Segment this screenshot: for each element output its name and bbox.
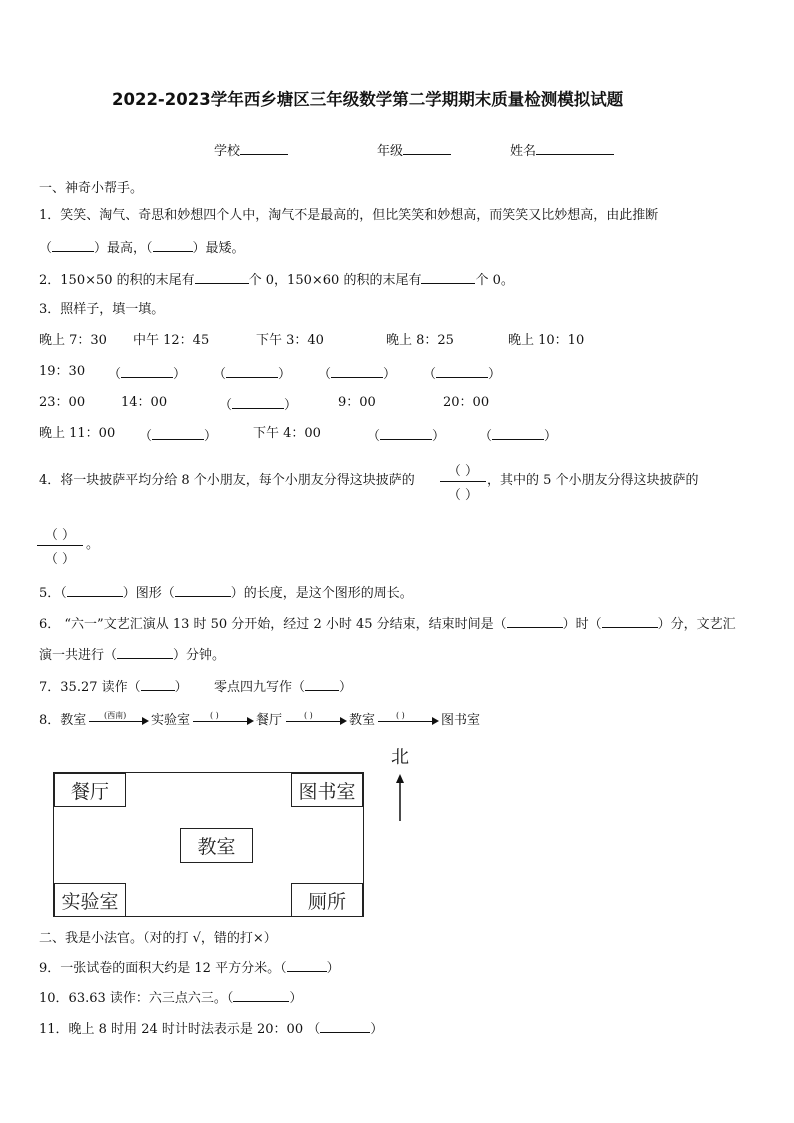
q3-row1-item: 下午 3：40: [256, 333, 324, 348]
map-classroom: 教室: [180, 828, 253, 863]
q6-line1: 6． “六一”文艺汇演从 13 时 50 分开始，经过 2 小时 45 分结束，结束时间是（ ）时（ ）分，文艺汇: [39, 614, 736, 633]
q3-blank[interactable]: （ ）: [318, 364, 396, 383]
q10: 10．63.63 读作：六三点六三。（ ）: [39, 988, 302, 1007]
q3-blank[interactable]: （ ）: [423, 364, 501, 383]
q11: 11．晚上 8 时用 24 时计时法表示是 20：00 （ ）: [39, 1019, 383, 1038]
grade-label: 年级: [377, 144, 404, 159]
q5: 5．（ ）图形（ ）的长度，是这个图形的周长。: [39, 583, 413, 602]
school-label: 学校: [214, 144, 241, 159]
q2-blank-2[interactable]: [421, 270, 475, 284]
q8-canteen: 餐厅: [256, 713, 283, 728]
q8-start: 8．教室: [39, 713, 87, 728]
school-map: [53, 772, 364, 917]
q5-blank-2[interactable]: [175, 583, 231, 597]
q3-row4-item: 下午 4：00: [253, 426, 321, 441]
map-toilet: 厕所: [291, 883, 363, 917]
q11-blank[interactable]: [320, 1019, 370, 1033]
q3-blank[interactable]: （ ）: [213, 364, 291, 383]
q3-row3-item: 9：00: [338, 395, 376, 410]
q8-classroom: 教室: [349, 713, 376, 728]
q3-blank[interactable]: （ ）: [367, 426, 445, 445]
q8-arrowhead-2: [247, 717, 254, 725]
q4-end: 。: [86, 537, 100, 552]
q8-lab: 实验室: [151, 713, 191, 728]
q3-row4-item: 晚上 11：00: [39, 426, 116, 441]
q8-arrowhead-3: [340, 717, 347, 725]
q1-line1: 1．笑笑、淘气、奇思和妙想四个人中，淘气不是最高的，但比笑笑和妙想高，而笑笑又比妙想高，由此推断: [39, 208, 659, 223]
q1-blank-shortest[interactable]: [153, 238, 193, 252]
q6-line2: 演一共进行（ ）分钟。: [39, 645, 225, 664]
map-library: 图书室: [291, 773, 363, 807]
name-label: 姓名: [510, 144, 537, 159]
grade-field[interactable]: [377, 141, 451, 160]
q7-part2: 零点四九写作（ ）: [214, 677, 352, 696]
q3-row3-item: 23：00: [39, 395, 86, 410]
q6-blank-minute[interactable]: [602, 614, 658, 628]
q8-arrow-2: [193, 721, 247, 722]
q3-row3-item: 14：00: [121, 395, 168, 410]
page-title: 2022-2023学年西乡塘区三年级数学第二学期期末质量检测模拟试题: [112, 90, 624, 109]
q9-blank[interactable]: [287, 958, 327, 972]
q8-arrowhead-4: [432, 717, 439, 725]
q3-row1-item: 晚上 8：25: [386, 333, 454, 348]
q7-blank-1[interactable]: [141, 677, 175, 691]
q8-direction-4[interactable]: ( ): [396, 711, 405, 720]
q6-blank-duration[interactable]: [117, 645, 173, 659]
q6-blank-hour[interactable]: [507, 614, 563, 628]
q3-label: 3．照样子，填一填。: [39, 302, 165, 317]
q4-text-a: 4．将一块披萨平均分给 8 个小朋友，每个小朋友分得这块披萨的: [39, 473, 415, 488]
q4-fraction-2[interactable]: （ ） （ ）: [37, 524, 83, 567]
q3-row1-item: 中午 12：45: [133, 333, 210, 348]
q8-arrow-3: [286, 721, 340, 722]
q5-blank-1[interactable]: [67, 583, 123, 597]
school-field[interactable]: [214, 141, 288, 160]
q3-blank[interactable]: （ ）: [219, 395, 297, 414]
q4-text-b: ，其中的 5 个小朋友分得这块披萨的: [487, 473, 699, 488]
map-canteen: 餐厅: [54, 773, 126, 807]
q8-direction-2[interactable]: ( ): [210, 711, 219, 720]
q7-blank-2[interactable]: [305, 677, 339, 691]
q2-blank-1[interactable]: [195, 270, 249, 284]
q8-arrow-1: [89, 721, 142, 722]
q3-blank[interactable]: （ ）: [139, 426, 217, 445]
north-label: 北: [391, 747, 409, 768]
name-field[interactable]: [510, 141, 614, 160]
q8-direction-1: (西南): [104, 711, 127, 720]
q3-blank[interactable]: （ ）: [108, 364, 186, 383]
q7: 7．35.27 读作（ ）: [39, 677, 188, 696]
map-lab: 实验室: [54, 883, 126, 917]
north-arrow-icon: [393, 774, 407, 822]
q1-line2: （ ）最高，（ ）最矮。: [39, 238, 245, 257]
q3-blank[interactable]: （ ）: [479, 426, 557, 445]
q3-row3-item: 20：00: [443, 395, 490, 410]
q9: 9．一张试卷的面积大约是 12 平方分米。（ ）: [39, 958, 340, 977]
q8-library: 图书室: [441, 713, 481, 728]
q1-blank-tallest[interactable]: [52, 238, 94, 252]
section-2-heading: 二、我是小法官。（对的打 √，错的打×）: [39, 931, 277, 946]
q8-arrowhead-1: [142, 717, 149, 725]
q2: 2．150×50 的积的末尾有 个 0，150×60 的积的末尾有 个 0。: [39, 270, 514, 289]
q3-row1-item: 晚上 7：30: [39, 333, 107, 348]
q8-arrow-4: [378, 721, 432, 722]
q4-fraction-1[interactable]: （ ） （ ）: [440, 460, 486, 503]
q3-row1-item: 晚上 10：10: [508, 333, 585, 348]
section-1-heading: 一、神奇小帮手。: [39, 181, 144, 196]
q8-direction-3[interactable]: ( ): [304, 711, 313, 720]
q3-row2-first: 19：30: [39, 364, 86, 379]
q10-blank[interactable]: [233, 988, 289, 1002]
